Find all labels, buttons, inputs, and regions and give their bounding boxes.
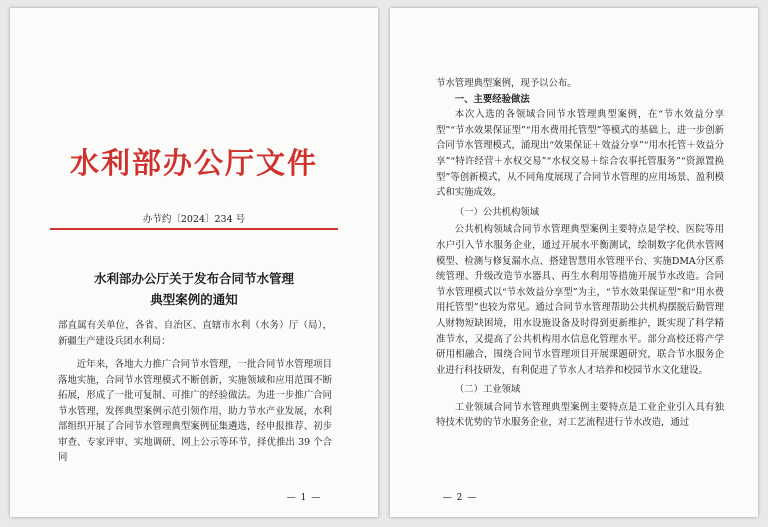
document-number: 办节约〔2024〕234 号 [142, 214, 246, 225]
notice-title [40, 268, 348, 310]
page-1-paragraph: 近年来，各地大力推广合同节水管理，一批合同节水管理项目落地实施，合同节水管理模式不断创新，实施领域和应用范围不断拓展，形成了一批可复制、可推广的经验做法。为进一步推广合同节水管理，发挥典型案例示范引领作用，助力节水产业发展，水利部组织开展了合同节水管理典型案例征集遴选，经申报推荐、初步审查、专家评审、实地调研、网上公示等环节，择优推出 39 个合同 [58, 359, 332, 463]
subheading-public-institutions: （一）公共机构领域 [454, 206, 540, 218]
addressee: 部直属有关单位，各省、自治区、直辖市水利（水务）厅（局），新疆生产建设兵团水利局： [58, 320, 332, 347]
paragraph-industry: 工业领域合同节水管理典型案例主要特点是工业企业引入具有独特技术优势的节水服务企业，对工艺流程进行节水改造，通过 [436, 401, 724, 429]
red-divider-line [50, 228, 338, 230]
continuation-line: 节水管理典型案例，现予以公布。 [436, 78, 577, 89]
page-number: — 2 — [442, 493, 478, 503]
paragraph-public-institutions: 公共机构领域合同节水管理典型案例主要特点是学校、医院等用水户引入节水服务企业，通过开展水平衡测试，绘制数字化供水管网模型、检测与修复漏水点、搭建智慧用水管理平台、实施DMA分区系统管理、升级改造节水器具、再生水利用等措施开展节水改造。合同节水管理模式以“节水效益分享型”为主，“节水效果保证型”和“用水费用托管型”也较为常见。通过合同节水管理帮助公共机构摆脱后勤管理人财物短缺困境，用水设施设备及时得到更新维护，既实现了科学精准节水，又提高了公共机构用水信息化管理水平。部分高校还将产学研用相融合，围绕合同节水管理项目开展课题研究，联合节水服务企业进行科技研发，有利促进了节水人才培养和校园节水文化建设。 [436, 224, 724, 376]
subheading-industry: （二）工业领域 [454, 384, 521, 396]
notice-title-line-1: 水利部办公厅关于发布合同节水管理 [93, 271, 294, 286]
page-1-body [58, 318, 332, 466]
notice-title-line-2: 典型案例的通知 [150, 292, 238, 307]
page-2-body [436, 76, 724, 431]
document-masthead: 水利部办公厅文件 [69, 146, 318, 180]
page-number: — 1 — [286, 493, 322, 503]
section-heading: 一、主要经验做法 [454, 93, 530, 105]
page-2 [390, 8, 758, 517]
page-1 [10, 8, 378, 517]
paragraph-models: 本次入选的各领域合同节水管理典型案例，在“节水效益分享型”“节水效果保证型”“用水费用托管型”等模式的基础上，进一步创新合同节水管理模式，涌现出“效果保证＋效益分享”“用水托管＋效益分享”“特许经营＋水权交易”“水权交易＋综合农事托管服务”“资源置换型”等创新模式，从不同角度展现了合同节水管理的应用场景、盈利模式和实施成效。 [436, 109, 724, 199]
